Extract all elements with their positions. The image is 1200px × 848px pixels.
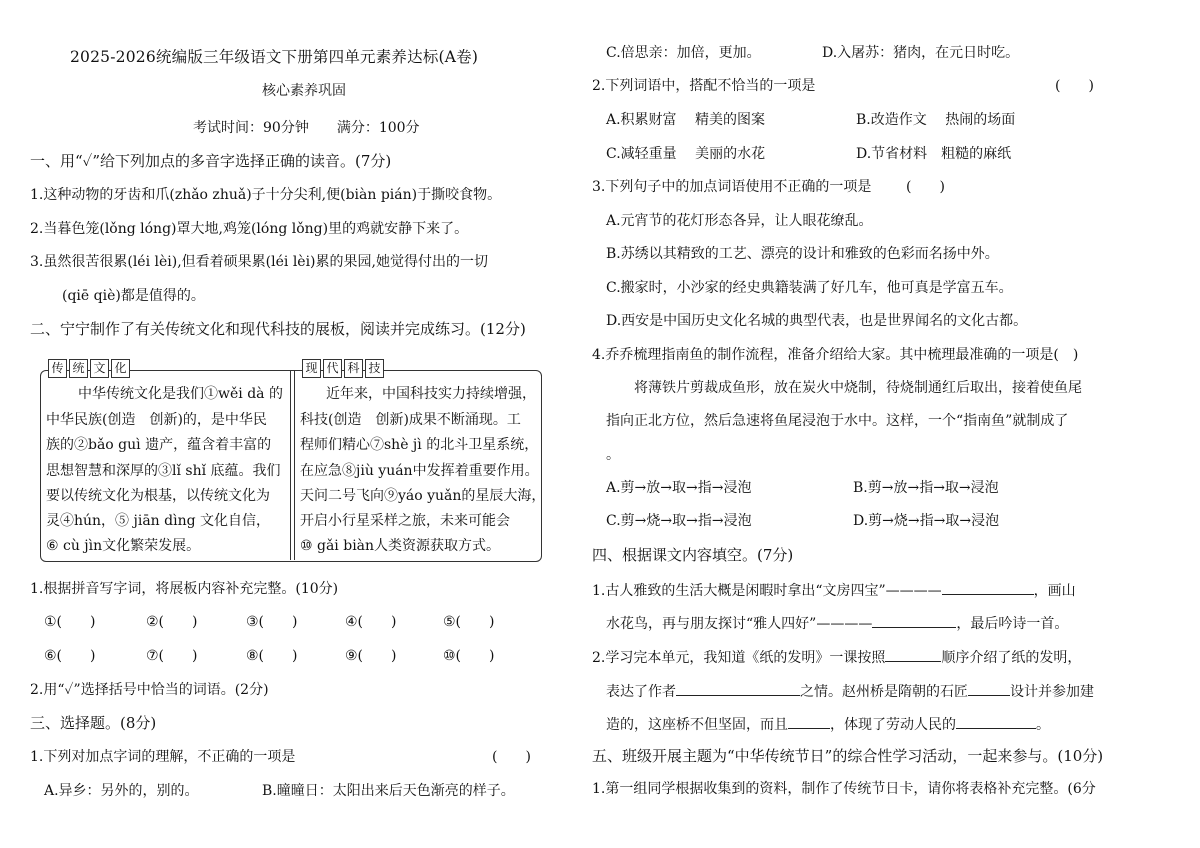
exam-subtitle: 核心素养巩固 (262, 83, 346, 99)
sec3-question-2: 2.下列词语中，搭配不恰当的一项是 (592, 78, 816, 94)
q4-passage-line-2: 指向正北方位，然后急速将鱼尾浸泡于水中。这样，一个“指南鱼”就制成了 (606, 413, 1069, 429)
fill-blank[interactable] (676, 681, 800, 696)
answer-slot: ⑥( ) (44, 648, 96, 664)
panel-right-line: 科技(创造 创新)成果不断涌现。工 (300, 412, 521, 428)
fill-text: 设计并参加建 (1010, 684, 1094, 700)
q2-option-b: B.改造作文 热闹的场面 (856, 112, 1016, 128)
sec2-question-1: 1.根据拼音写字词，将展板内容补充完整。(10分) (30, 581, 339, 597)
exam-title: 2025-2026统编版三年级语文下册第四单元素养达标(A卷) (70, 48, 479, 66)
panel-right-line: 近年来，中国科技实力持续增强， (326, 386, 536, 402)
badge-char: 统 (69, 359, 88, 378)
fill-text: 造的，这座桥不但坚固，而且 (606, 717, 788, 733)
board-divider-inner (294, 370, 295, 560)
sec4-question-2-line-3 (606, 714, 1050, 734)
sec5-question-1: 1.第一组同学根据收集到的资料，制作了传统节日卡，请你将表格补充完整。(6分 (592, 781, 1096, 797)
panel-right-line: ⑩ gǎi biàn人类资源获取方式。 (300, 538, 501, 554)
q3-option-b: B.苏绣以其精致的工艺、漂亮的设计和雅致的色彩而名扬中外。 (606, 246, 999, 262)
q2-option-d: D.节省材料 粗糙的麻纸 (856, 146, 1012, 162)
fill-text: ，最后吟诗一首。 (956, 616, 1069, 632)
q4-option-a: A.剪→放→取→指→浸泡 (606, 480, 752, 496)
option-a: A.异乡：另外的，别的。 (44, 783, 199, 799)
answer-parentheses: ( ) (492, 749, 531, 765)
answer-slot: ⑩( ) (443, 648, 495, 664)
badge-char: 代 (323, 359, 342, 378)
section-3-heading: 三、选择题。(8分) (30, 714, 157, 732)
sec2-question-2: 2.用“✓”选择括号中恰当的词语。(2分) (30, 682, 269, 698)
q2-option-c: C.减轻重量 美丽的水花 (606, 146, 766, 162)
answer-slot: ④( ) (345, 614, 397, 630)
panel-right-line: 在应急⑧jiù yuán中发挥着重要作用。 (300, 463, 539, 479)
q2-option-a: A.积累财富 精美的图案 (606, 112, 766, 128)
section-1-heading: 一、用“✓”给下列加点的多音字选择正确的读音。(7分) (30, 152, 392, 170)
q4-option-c: C.剪→烧→取→指→浸泡 (606, 513, 752, 529)
q4-option-d: D.剪→烧→指→取→浸泡 (853, 513, 1000, 529)
fill-blank[interactable] (942, 580, 1034, 595)
sec3-question-1: 1.下列对加点字词的理解，不正确的一项是 (30, 749, 296, 765)
badge-char: 科 (344, 359, 363, 378)
option-b: B.曈曈日：太阳出来后天色渐亮的样子。 (262, 783, 515, 799)
badge-char: 文 (90, 359, 109, 378)
panel-right-line: 开启小行星采样之旅，未来可能会 (300, 513, 510, 529)
sec1-question-3-line-2: (qiē qiè)都是值得的。 (62, 288, 205, 304)
fill-text: 水花鸟，再与朋友探讨“雅人四好”———— (606, 616, 873, 632)
sec4-question-1-line-1 (592, 580, 1076, 600)
answer-slot: ③( ) (246, 614, 298, 630)
sec1-question-3-line-1: 3.虽然很苦很累(léi lèi),但看着硕果累(léi lèi)累的果园,她觉得付出的一切 (30, 254, 488, 270)
badge-traditional-culture (48, 359, 130, 378)
fill-text: ，画山 (1033, 583, 1076, 599)
q3-option-d: D.西安是中国历史文化名城的典型代表，也是世界闻名的文化古都。 (606, 313, 1028, 329)
panel-left-line: 中华传统文化是我们①wěi dà 的 (78, 386, 283, 402)
panel-right-line: 天问二号飞向⑨yáo yuǎn的星辰大海， (300, 488, 546, 504)
board-divider (290, 370, 291, 560)
section-4-heading: 四、根据课文内容填空。(7分) (592, 546, 794, 564)
panel-left-line: ⑥ cù jìn文化繁荣发展。 (46, 538, 201, 554)
panel-left-line: 要以传统文化为根基，以传统文化为 (46, 488, 270, 504)
option-c: C.倍思亲：加倍，更加。 (606, 45, 761, 61)
fill-text: 顺序介绍了纸的发明， (941, 650, 1082, 666)
section-2-heading: 二、宁宁制作了有关传统文化和现代科技的展板，阅读并完成练习。(12分) (30, 320, 526, 338)
q4-passage-line-1: 将薄铁片剪裁成鱼形，放在炭火中烧制，待烧制通红后取出，接着使鱼尾 (634, 380, 1082, 396)
answer-slot: ⑧( ) (246, 648, 298, 664)
fill-blank[interactable] (872, 613, 956, 628)
exam-info: 考试时间：90分钟 满分：100分 (193, 120, 420, 136)
answer-slot: ⑤( ) (443, 614, 495, 630)
badge-char: 现 (302, 359, 321, 378)
fill-text: 2.学习完本单元，我知道《纸的发明》一课按照 (592, 650, 886, 666)
option-d: D.入屠苏：猪肉，在元日时吃。 (822, 45, 1020, 61)
badge-char: 化 (111, 359, 130, 378)
fill-blank[interactable] (968, 681, 1010, 696)
sec4-question-2-line-1 (592, 647, 1081, 667)
fill-blank[interactable] (885, 647, 941, 662)
q3-option-a: A.元宵节的花灯形态各异，让人眼花缭乱。 (606, 213, 873, 229)
fill-blank[interactable] (956, 714, 1036, 729)
q4-passage-line-3: 。 (606, 447, 620, 463)
answer-slot: ②( ) (146, 614, 198, 630)
fill-text: 1.古人雅致的生活大概是闲暇时拿出“文房四宝”———— (592, 583, 942, 599)
sec1-question-2: 2.当暮色笼(lǒng lóng)罩大地,鸡笼(lóng lǒng)里的鸡就安静下来了。 (30, 221, 469, 237)
panel-left-line: 中华民族(创造 创新)的，是中华民 (46, 412, 267, 428)
badge-char: 传 (48, 359, 67, 378)
q4-option-b: B.剪→放→指→取→浸泡 (853, 480, 999, 496)
answer-slot: ⑨( ) (345, 648, 397, 664)
answer-parentheses: ( ) (906, 179, 945, 195)
fill-text: ，体现了劳动人民的 (830, 717, 956, 733)
answer-slot: ①( ) (44, 614, 96, 630)
fill-blank[interactable] (788, 714, 830, 729)
fill-text: 之情。赵州桥是隋朝的石匠 (800, 684, 968, 700)
sec4-question-2-line-2 (606, 681, 1094, 701)
answer-parentheses: ( ) (1055, 78, 1094, 94)
sec1-question-1: 1.这种动物的牙齿和爪(zhǎo zhuǎ)子十分尖利,便(biàn pián)于撕咬食物。 (30, 187, 502, 203)
panel-left-line: 灵④hún，⑤ jiān dìng 文化自信， (46, 513, 270, 529)
panel-left-line: 族的②bǎo guì 遗产，蕴含着丰富的 (46, 437, 272, 453)
panel-right-line: 程师们精心⑦shè jì 的北斗卫星系统， (300, 437, 539, 453)
sec3-question-3: 3.下列句子中的加点词语使用不正确的一项是 (592, 179, 872, 195)
badge-modern-tech (302, 359, 384, 378)
badge-char: 技 (365, 359, 384, 378)
fill-text: 表达了作者 (606, 684, 676, 700)
panel-left-line: 思想智慧和深厚的③lǐ shǐ 底蕴。我们 (46, 463, 281, 479)
fill-text: 。 (1036, 717, 1050, 733)
q3-option-c: C.搬家时，小沙家的经史典籍装满了好几车，他可真是学富五车。 (606, 280, 1013, 296)
section-5-heading: 五、班级开展主题为“中华传统节日”的综合性学习活动，一起来参与。(10分) (592, 747, 1104, 765)
answer-slot: ⑦( ) (146, 648, 198, 664)
sec4-question-1-line-2 (606, 613, 1068, 633)
sec3-question-4: 4.乔乔梳理指南鱼的制作流程，准备介绍给大家。其中梳理最准确的一项是( ) (592, 347, 1079, 363)
